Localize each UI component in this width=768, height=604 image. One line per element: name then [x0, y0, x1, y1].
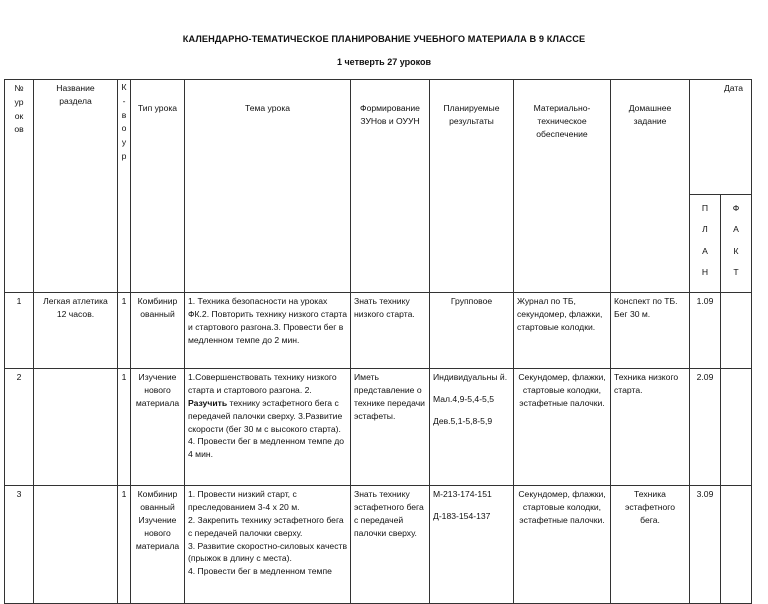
- row-count: 1: [118, 293, 131, 369]
- topic-part: технику эстафетного бега с передачей палочки сверху. 3.Развитие скорости (бег 30 м с высокого старта). 4. Провести бег в медленном темпе до 4 мин.: [188, 397, 345, 460]
- header-type: Тип урока: [131, 80, 185, 293]
- header-num: № ур ок ов: [5, 80, 34, 293]
- results-line: Индивидуальны й.: [433, 372, 508, 382]
- row-plan-date: 2.09: [690, 369, 721, 486]
- row-count: 1: [118, 369, 131, 486]
- row-homework: Техника эстафетного бега.: [611, 486, 690, 604]
- row-fact-date: [721, 293, 752, 369]
- row-type: Комбинир ованный: [131, 293, 185, 369]
- table-row: [5, 369, 752, 486]
- header-homework: Домашнее задание: [611, 80, 690, 293]
- header-row: [5, 80, 752, 195]
- header-material: Материально- техническое обеспечение: [514, 80, 611, 293]
- row-topic: 1. Техника безопасности на уроках ФК.2. Повторить технику низкого старта и стартового разгона.3. Провести бег в медленном темпе до 2 мин.: [185, 293, 351, 369]
- row-fact-date: [721, 369, 752, 486]
- header-date: Дата: [690, 80, 752, 195]
- row-topic: 1. Провести низкий старт, с преследованием 3-4 х 20 м. 2. Закрепить технику эстафетного бега с передачей палочки сверху. 3. Развитие скоростно-силовых качеств (прыжок в длину с места). 4. Провести бег в медленном темпе: [185, 486, 351, 604]
- row-results: [430, 369, 514, 486]
- row-results: Групповое: [430, 293, 514, 369]
- header-section: Название раздела: [34, 80, 118, 293]
- row-zun: Иметь представление о технике передачи эстафеты.: [351, 369, 430, 486]
- document-subtitle: 1 четверть 27 уроков: [336, 57, 432, 67]
- row-fact-date: [721, 486, 752, 604]
- row-type: Комбинир ованный Изучение нового материала: [131, 486, 185, 604]
- topic-part: 1.Совершенствовать технику низкого старта и стартового разгона. 2.: [188, 372, 337, 395]
- header-count: К - в о у р: [118, 80, 131, 293]
- row-count: 1: [118, 486, 131, 604]
- row-material: Секундомер, флажки, стартовые колодки, эстафетные палочки.: [514, 486, 611, 604]
- row-material: Секундомер, флажки, стартовые колодки, эстафетные палочки.: [514, 369, 611, 486]
- planning-table: [4, 79, 752, 604]
- results-line: Дев.5,1-5,8-5,9: [433, 415, 493, 426]
- row-plan-date: 1.09: [690, 293, 721, 369]
- row-num: 2: [5, 369, 34, 486]
- row-type: Изучение нового материала: [131, 369, 185, 486]
- header-zun: Формирование ЗУНов и ОУУН: [351, 80, 430, 293]
- results-line: Д-183-154-137: [433, 510, 491, 521]
- row-homework: Техника низкого старта.: [611, 369, 690, 486]
- header-results: Планируемые результаты: [430, 80, 514, 293]
- row-section: [34, 369, 118, 486]
- row-results: [430, 486, 514, 604]
- header-topic: Тема урока: [185, 80, 351, 293]
- row-material: Журнал по ТБ, секундомер, флажки, стартовые колодки.: [514, 293, 611, 369]
- row-num: 3: [5, 486, 34, 604]
- row-plan-date: 3.09: [690, 486, 721, 604]
- row-section: Легкая атлетика 12 часов.: [34, 293, 118, 369]
- table-row: [5, 293, 752, 369]
- row-zun: Знать технику низкого старта.: [351, 293, 430, 369]
- topic-bold-word: Разучить: [188, 397, 228, 408]
- document-title: КАЛЕНДАРНО-ТЕМАТИЧЕСКОЕ ПЛАНИРОВАНИЕ УЧЕБНОГО МАТЕРИАЛА В 9 КЛАССЕ: [182, 34, 586, 44]
- header-fact: Ф А К Т: [721, 195, 752, 293]
- row-topic: [185, 369, 351, 486]
- row-section: [34, 486, 118, 604]
- row-num: 1: [5, 293, 34, 369]
- header-plan: П Л А Н: [690, 195, 721, 293]
- table-row: [5, 486, 752, 604]
- results-line: Мал.4,9-5,4-5,5: [433, 393, 494, 404]
- row-homework: Конспект по ТБ. Бег 30 м.: [611, 293, 690, 369]
- row-zun: Знать технику эстафетного бега с передачей палочки сверху.: [351, 486, 430, 604]
- results-line: М-213-174-151: [433, 489, 492, 499]
